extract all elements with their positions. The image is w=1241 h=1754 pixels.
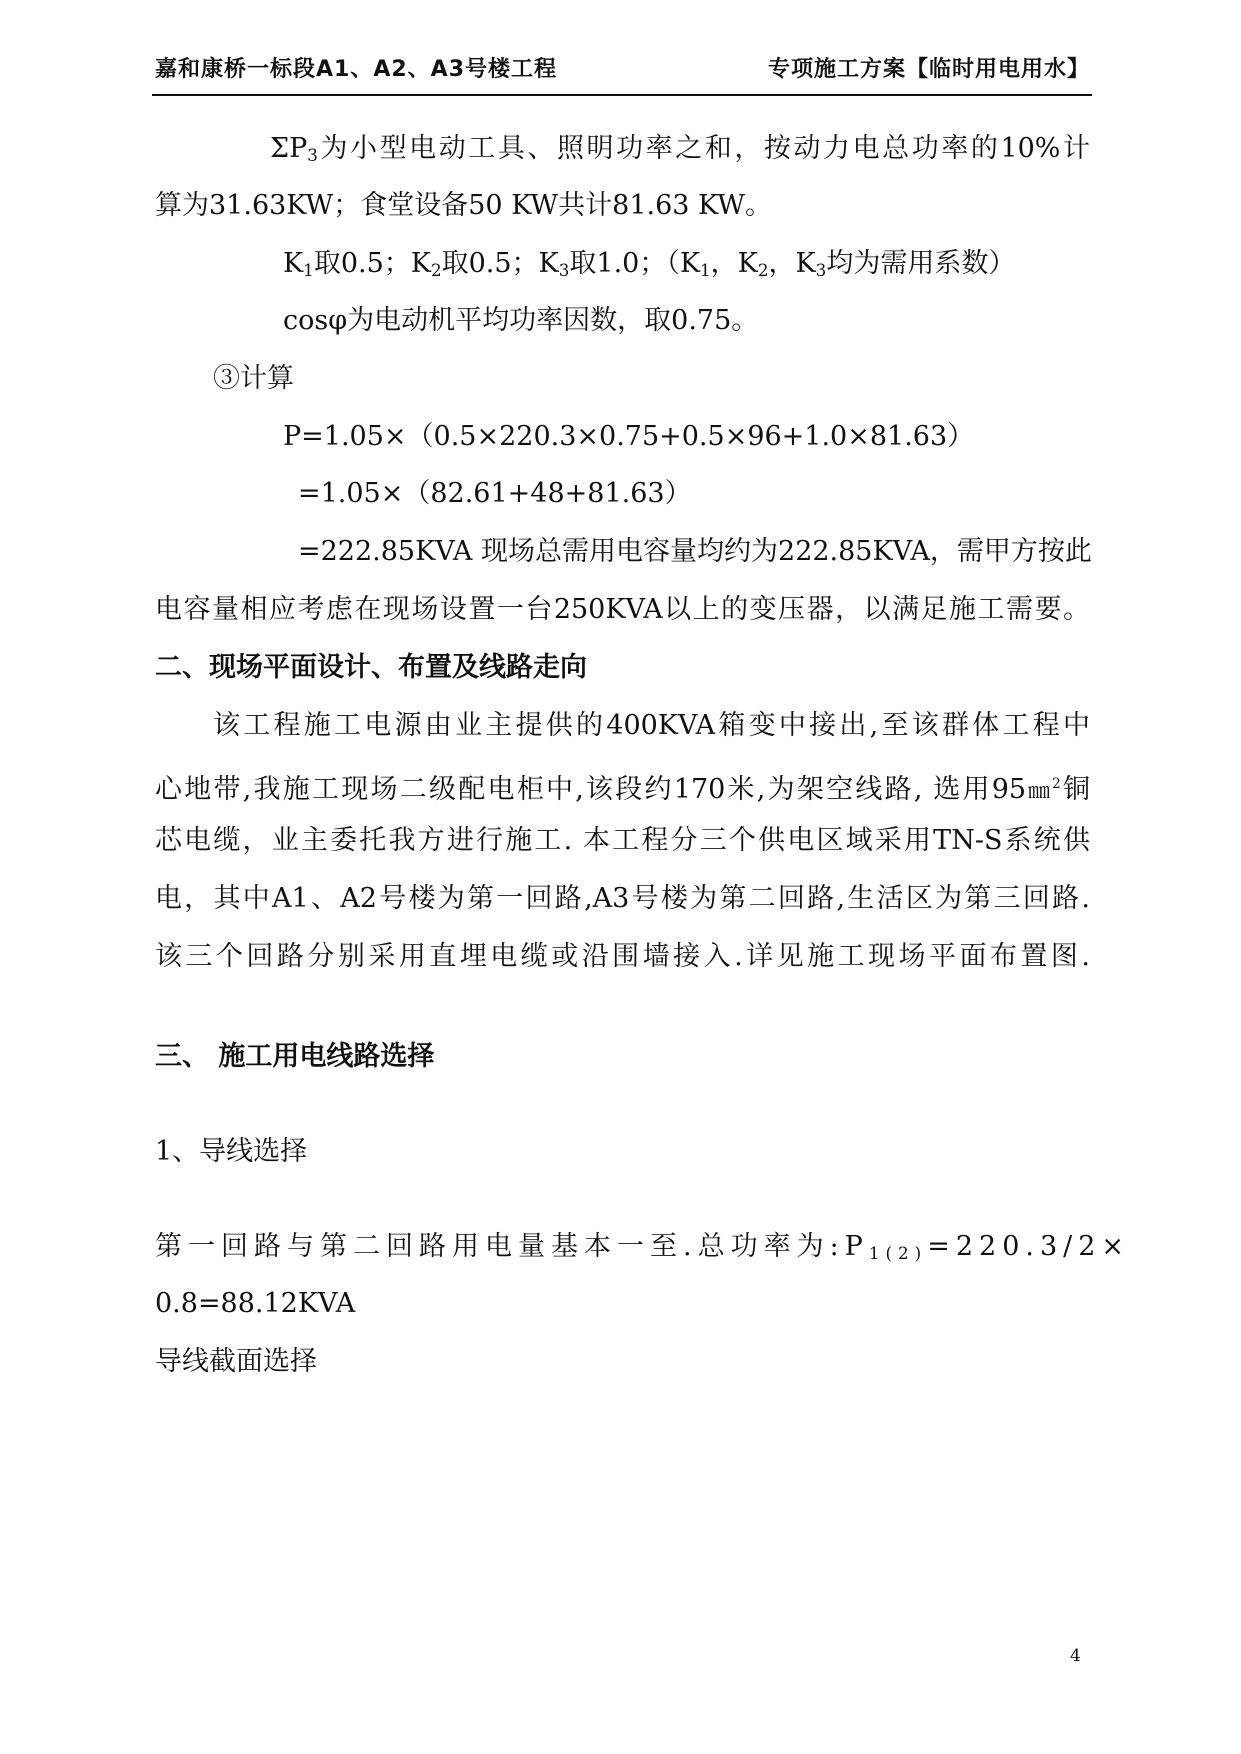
text-line: ③计算 (213, 363, 294, 394)
text-line: 电，其中A1、A2号楼为第一回路,A3号楼为第二回路,生活区为第三回路. (155, 883, 1090, 914)
page-number: 4 (1070, 1646, 1081, 1666)
text-line: $\Sigma P_3$为小型电动工具、照明功率之和，按动力电总功率的10%计 (270, 133, 1090, 166)
header-rule (152, 94, 1092, 96)
subsection-heading: 1、导线选择 (155, 1136, 308, 1167)
text-line: 导线截面选择 (155, 1346, 317, 1377)
text-line: $K_1$取0.5；$K_2$取0.5；$K_3$取1.0；（$K_1$，$K_2$，$K_3$均为需用系数） (283, 248, 1016, 281)
text-line: 该工程施工电源由业主提供的400KVA箱变中接出,至该群体工程中 (213, 710, 1090, 741)
text-line: 算为31.63KW；食堂设备50 KW共计81.63 KW。 (155, 190, 772, 221)
text-line: 电容量相应考虑在现场设置一台250KVA以上的变压器，以满足施工需要。 (155, 594, 1090, 625)
formula-line: =1.05×（82.61+48+81.63） (298, 478, 692, 509)
text-line: 0.8=88.12KVA (155, 1288, 356, 1319)
text-line: 芯电缆，业主委托我方进行施工. 本工程分三个供电区域采用TN-S系统供 (155, 825, 1090, 856)
text-line: cosφ为电动机平均功率因数，取0.75。 (283, 305, 759, 336)
section-heading: 三、 施工用电线路选择 (155, 1041, 435, 1072)
formula-line: =222.85KVA 现场总需用电容量均约为222.85KVA，需甲方按此 (298, 536, 1092, 567)
formula-line: P=1.05×（0.5×220.3×0.75+0.5×96+1.0×81.63） (283, 421, 975, 452)
text-line: 该三个回路分别采用直埋电缆或沿围墙接入.详见施工现场平面布置图. (155, 941, 1090, 972)
header-section-title: 专项施工方案【临时用电用水】 (767, 57, 1090, 82)
section-heading: 二、现场平面设计、布置及线路走向 (155, 652, 587, 683)
text-line: 第一回路与第二回路用电量基本一至.总功率为$:P_{1(2)}=220.3/2\times$ (155, 1231, 1131, 1264)
header-project-title: 嘉和康桥一标段A1、A2、A3号楼工程 (155, 57, 558, 82)
text-line: 心地带,我施工现场二级配电柜中,该段约170米,为架空线路, 选用95㎜$^2$铜 (155, 774, 1090, 805)
